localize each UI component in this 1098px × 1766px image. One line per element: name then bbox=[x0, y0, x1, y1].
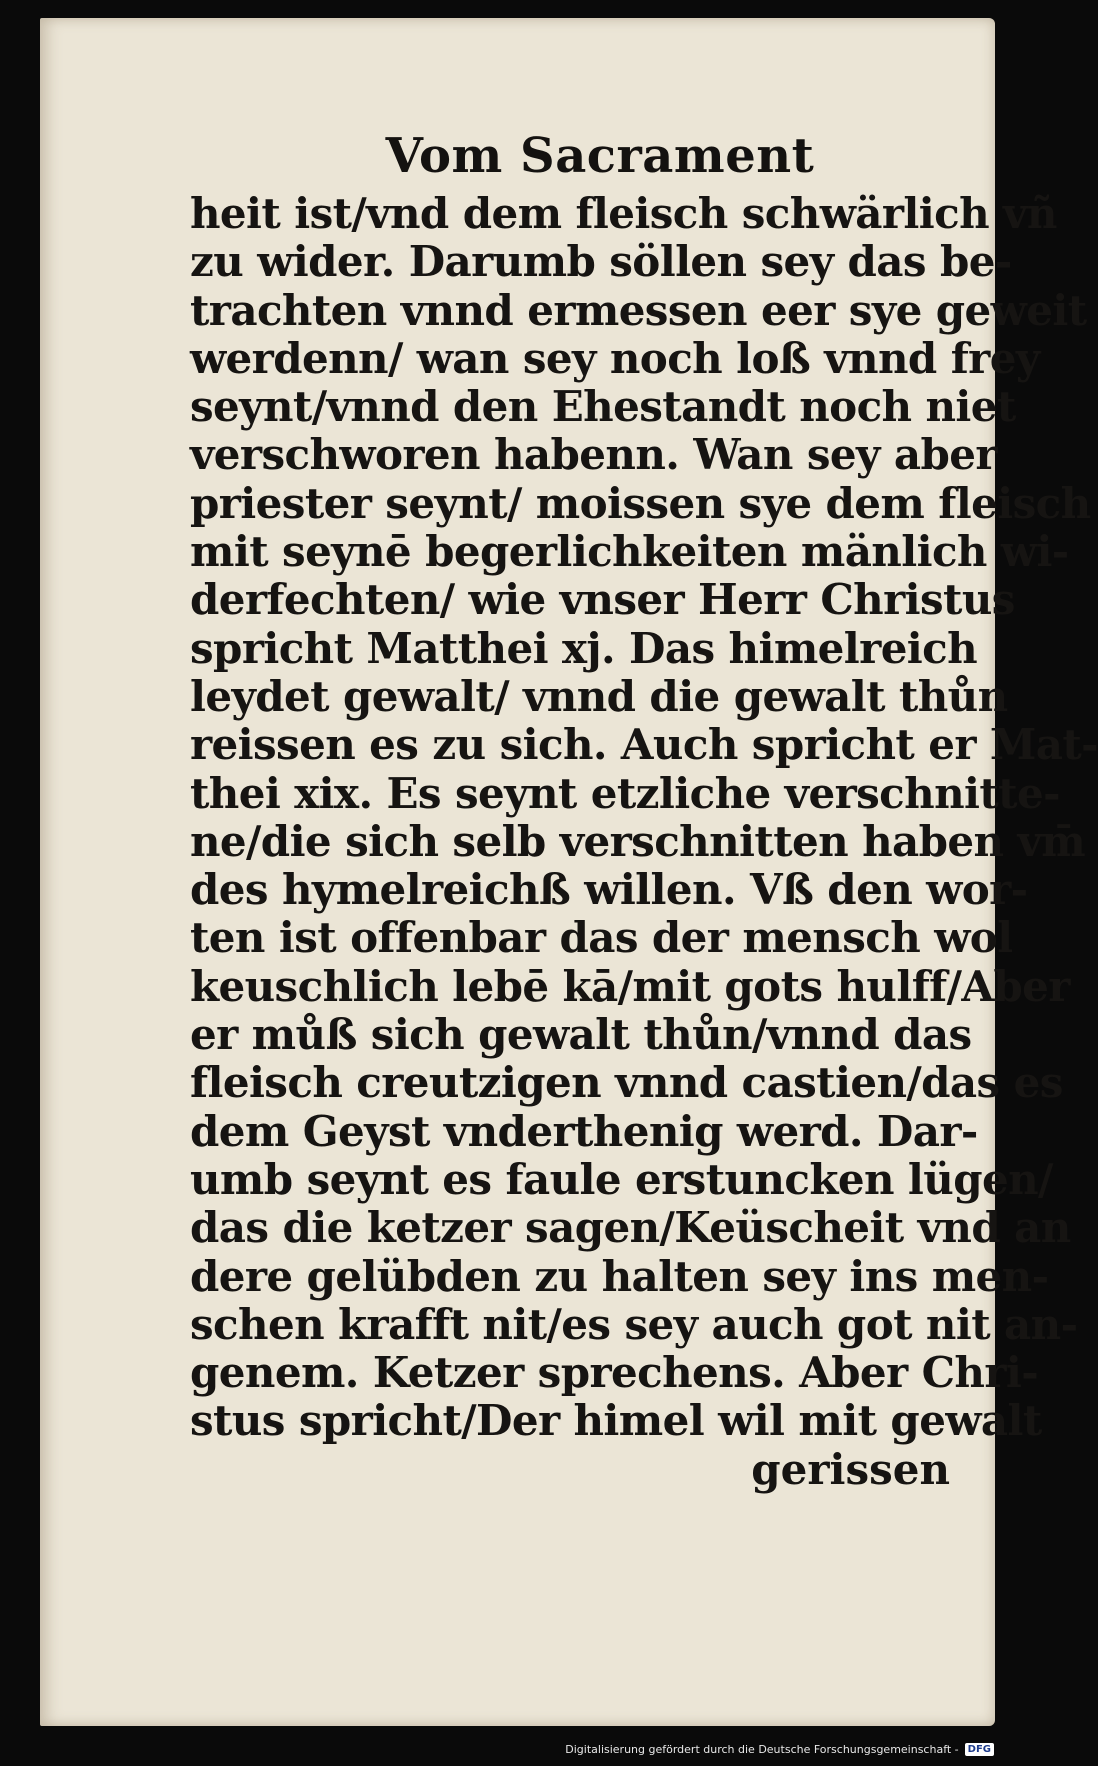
credit-text: Digitalisierung gefördert durch die Deutsche Forschungsgemeinschaft - bbox=[565, 1742, 959, 1756]
text-line: derfechten/ wie vnser Herr Christus bbox=[190, 575, 1015, 625]
text-line: werdenn/ wan sey noch loß vnnd frey bbox=[190, 333, 1040, 383]
text-line: priester seynt/ moissen sye dem fleisch bbox=[190, 478, 1091, 528]
text-line: seynt/vnnd den Ehestandt noch niet bbox=[190, 382, 1016, 432]
text-line: zu wider. Darumb söllen sey das be- bbox=[190, 237, 1012, 287]
text-line: heit ist/vnd dem fleisch schwärlich vñ bbox=[190, 189, 1057, 238]
text-line: ten ist offenbar das der mensch wol bbox=[190, 913, 1013, 963]
dfg-logo-icon: DFG bbox=[965, 1743, 994, 1756]
page-text-block bbox=[190, 128, 1098, 1494]
text-line: reissen es zu sich. Auch spricht er Mat- bbox=[190, 720, 1098, 770]
text-line: er můß sich gewalt thůn/vnnd das bbox=[190, 1010, 972, 1060]
text-line: ne/die sich selb verschnitten haben vm̄ bbox=[190, 816, 1086, 866]
book-page bbox=[40, 18, 1098, 1726]
text-line: stus spricht/Der himel wil mit gewalt bbox=[190, 1396, 1042, 1446]
text-line: trachten vnnd ermessen eer sye geweit bbox=[190, 285, 1087, 335]
text-line: das die ketzer sagen/Keüscheit vnd an bbox=[190, 1203, 1071, 1253]
text-line: dere gelübden zu halten sey ins men- bbox=[190, 1251, 1049, 1301]
body-text bbox=[190, 189, 1098, 1446]
text-line: thei xix. Es seynt etzliche verschnitte- bbox=[190, 768, 1060, 818]
digitization-credit bbox=[565, 1736, 994, 1762]
text-line: schen krafft nit/es sey auch got nit an- bbox=[190, 1299, 1078, 1349]
catchword: gerissen bbox=[751, 1444, 950, 1494]
text-line: des hymelreichß willen. Vß den wor- bbox=[190, 865, 1028, 915]
text-line: leydet gewalt/ vnnd die gewalt thůn bbox=[190, 671, 1008, 721]
text-line: umb seynt es faule erstuncken lügen/ bbox=[190, 1154, 1053, 1204]
running-header: Vom Sacrament bbox=[385, 128, 815, 184]
text-line: genem. Ketzer sprechens. Aber Chri- bbox=[190, 1348, 1039, 1398]
text-line: dem Geyst vnderthenig werd. Dar- bbox=[190, 1106, 978, 1156]
text-line: verschworen habenn. Wan sey aber bbox=[190, 430, 997, 480]
text-line: spricht Matthei xj. Das himelreich bbox=[190, 623, 978, 673]
text-line: keuschlich lebē kā/mit gots hulff/Aber bbox=[190, 961, 1070, 1011]
text-line: fleisch creutzigen vnnd castien/das es bbox=[190, 1058, 1063, 1108]
text-line: mit seynē begerlichkeiten mänlich wi- bbox=[190, 527, 1069, 577]
